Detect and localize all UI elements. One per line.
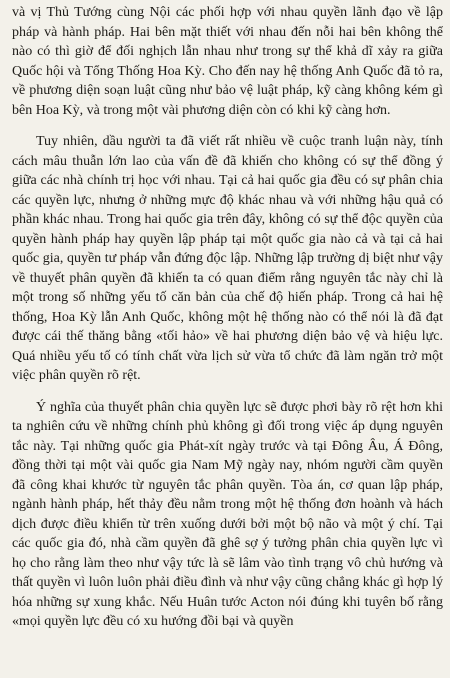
paragraph-gap [12,386,443,398]
paragraph-3: Ý nghĩa của thuyết phân chia quyền lực sẽ được phơi bày rõ rệt hơn khi ta nghiên cứu về những chính phủ không gì đối trong việc áp dụng nguyên tắc này. Tại những quốc gia Phát-xít ngày trước và tại Đông Âu, Á Đông, đồng thời tại một vài quốc gia Nam Mỹ ngày nay, nhóm người cầm quyền đã công khai khước từ nguyên tắc phân quyền. Tòa án, cơ quan lập pháp, ngành hành pháp, hết thảy đều nằm trong một hệ thống đơn hoành và hách dịch được điều khiển từ trên xuống dưới bởi một bộ não và một ý chí. Tại các quốc gia đó, nhà cầm quyền đã ghê sợ ý tưởng phân chia quyền lực vì họ cho rằng làm theo như vậy tức là sẽ lâm vào tình trạng vô chủ hướng và thất quyền vì luôn luôn phải điều đình và như vậy cũng chẳng khác gì hợp lý hóa những sự xung khắc. Nếu Huân tước Acton nói đúng khi tuyên bố rằng «mọi quyền lực đều có xu hướng đồi bại và quyền [12,399,443,629]
paragraph-2: Tuy nhiên, dầu người ta đã viết rất nhiều về cuộc tranh luận này, tính cách mâu thuẫn lớn lao của vấn đề đã khiến cho không có sự thể đồng ý giữa các nhà chính trị học với nhau. Tại cả hai quốc gia đều có sự phân chia các quyền lực, nhưng ở những mực độ khác nhau và với những hậu quả có phần khác nhau. Trong hai quốc gia trên đây, không có sự thể độc quyền của quyền hành pháp hay quyền lập pháp tại một quốc gia nào cả và tại cả hai quốc gia, quyền tư pháp vẫn đứng độc lập. Những lập trường dị biệt như vậy về thuyết phân quyền đã khiến ta có quan điểm rằng nguyên tắc này chỉ là một trong số những yếu tố căn bản của chế độ hiến pháp. Trong cả hai hệ thống, Hoa Kỳ lẫn Anh Quốc, không một hệ thống nào có thể nói là đã đạt được cái thế thăng bằng «tối hảo» về hai phương diện bảo vệ và hiệu lực. Quá nhiều yếu tố có tính chất vừa lịch sử vừa tổ chức đã làm ngăn trở một việc phân quyền rõ rệt. [12,134,443,383]
paragraph-gap [12,120,443,132]
paragraph-1: và vị Thủ Tướng cùng Nội các phối hợp với nhau quyền lãnh đạo về lập pháp và hành pháp. Hai bên mặt thiết với nhau đến nỗi hai bên không thể nào có thì giờ để đối nghịch lẫn nhau như trong sự thể khả dĩ xảy ra giữa Quốc hội và Tổng Thống Hoa Kỳ. Cho đến nay hệ thống Anh Quốc đã tỏ ra, về phương diện soạn luật cũng như bảo vệ luật pháp, kỹ càng không kém gì bên Hoa Kỳ, và trong một vài phương diện còn có khi kỹ càng hơn. [12,5,443,118]
